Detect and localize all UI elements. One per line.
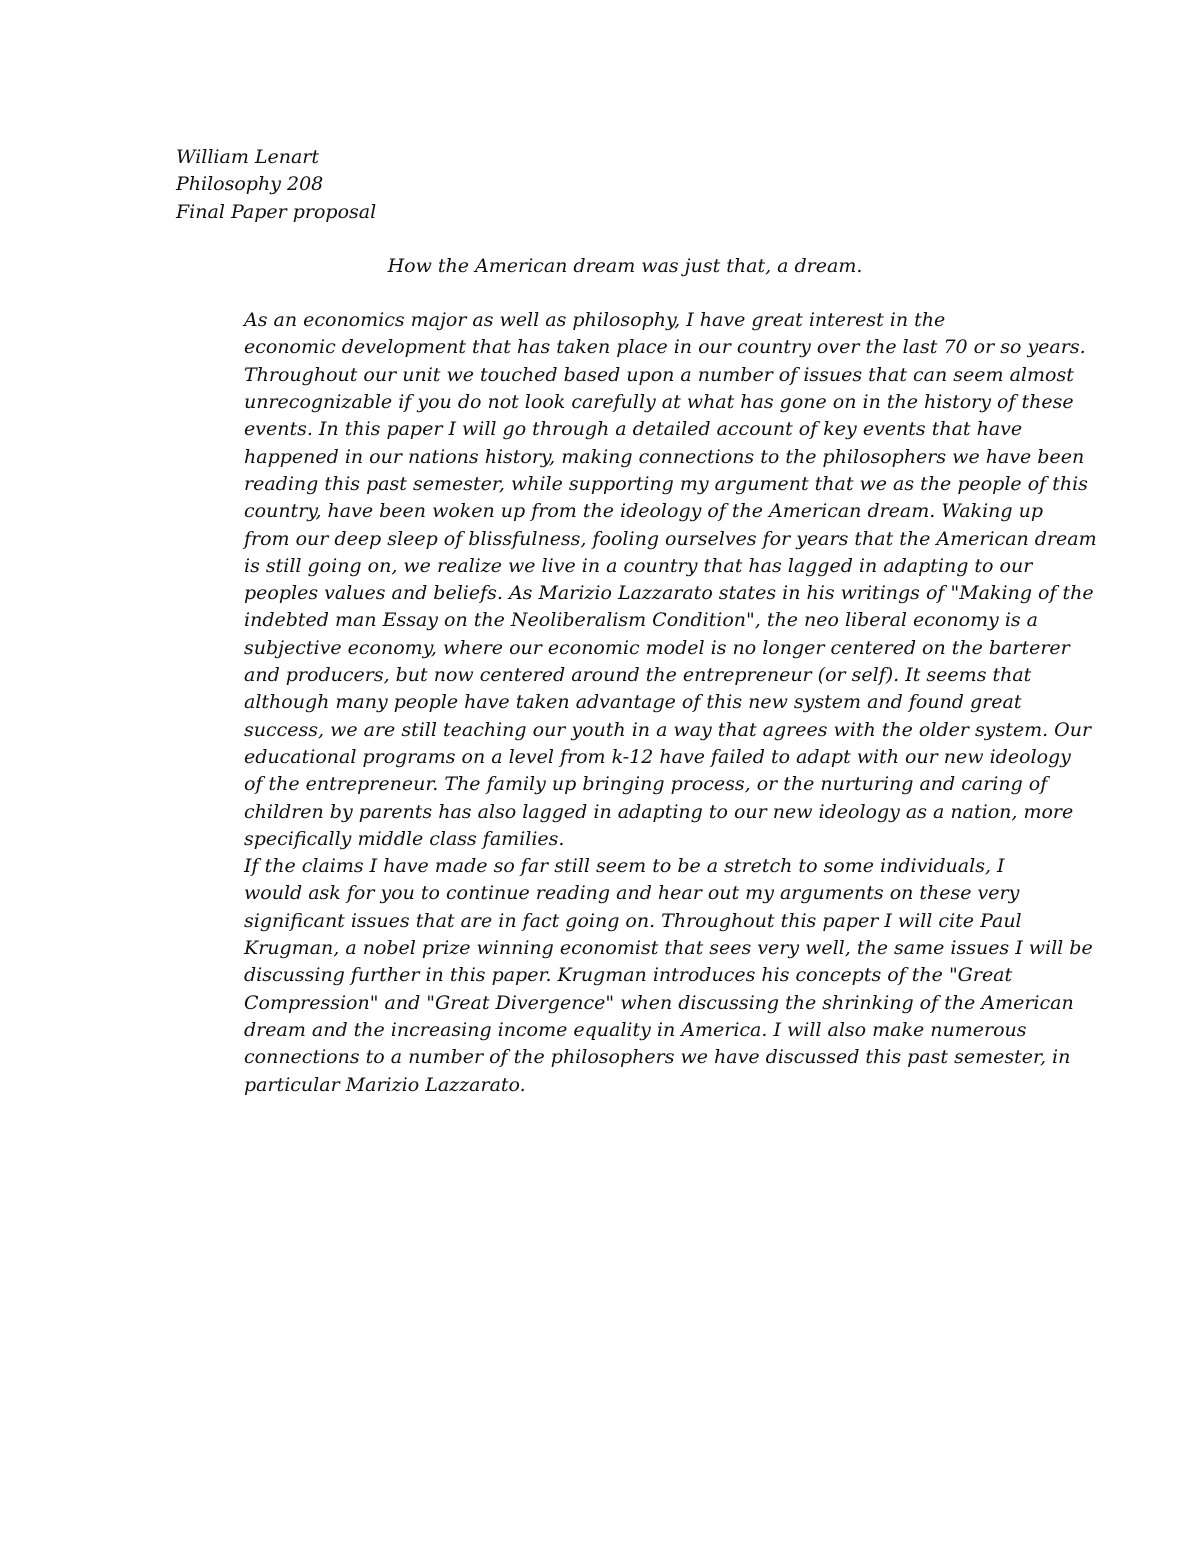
paragraph-line: Krugman, a nobel prize winning economist that sees very well, the same issues I will be — [244, 937, 1093, 960]
body-paragraph — [176, 853, 1093, 1099]
paragraph-line: subjective economy, where our economic model is no longer centered on the barterer — [244, 636, 1070, 659]
paragraph-line: and producers, but now centered around the entrepreneur (or self). It seems that — [244, 664, 1032, 687]
paragraph-line: reading this past semester, while supporting my argument that we as the people of this — [244, 472, 1088, 495]
paragraph-line: peoples values and beliefs. As Marizio Lazzarato states in his writings of "Making of the — [244, 582, 1094, 605]
paragraph-line: indebted man Essay on the Neoliberalism Condition", the neo liberal economy is a — [244, 609, 1039, 632]
paragraph-line: economic development that has taken place in our country over the last 70 or so years. — [244, 336, 1086, 359]
paragraph-line: success, we are still teaching our youth in a way that agrees with the older system. Our — [244, 718, 1092, 741]
course-name: Philosophy 208 — [176, 173, 324, 196]
paragraph-line: unrecognizable if you do not look carefully at what has gone on in the history of these — [244, 391, 1074, 414]
paragraph-line: of the entrepreneur. The family up bringing process, or the nurturing and caring of — [244, 773, 1048, 796]
paragraph-line: country, have been woken up from the ideology of the American dream. Waking up — [244, 500, 1043, 523]
paragraph-line: significant issues that are in fact going on. Throughout this paper I will cite Paul — [244, 909, 1022, 932]
paragraph-line: Throughout our unit we touched based upon a number of issues that can seem almost — [244, 363, 1074, 386]
paragraph-line: is still going on, we realize we live in a country that has lagged in adapting to our — [244, 554, 1033, 577]
body-paragraph — [176, 307, 1097, 853]
paragraph-line: happened in our nations history, making connections to the philosophers we have been — [244, 445, 1085, 468]
paragraph-line: children by parents has also lagged in adapting to our new ideology as a nation, more — [244, 800, 1074, 823]
paragraph-line: dream and the increasing income equality in America. I will also make numerous — [244, 1018, 1027, 1041]
paper-title: How the American dream was just that, a dream. — [387, 254, 863, 277]
header-block — [176, 144, 1036, 226]
paragraph-line: connections to a number of the philosophers we have discussed this past semester, in — [244, 1046, 1071, 1069]
paragraph-line: would ask for you to continue reading and hear out my arguments on these very — [244, 882, 1020, 905]
paragraph-line: specifically middle class families. — [244, 827, 565, 850]
paragraph-line: discussing further in this paper. Krugman introduces his concepts of the "Great — [244, 964, 1013, 987]
paragraph-line: Compression" and "Great Divergence" when discussing the shrinking of the American — [244, 991, 1074, 1014]
document-body — [176, 144, 1097, 1099]
assignment-name: Final Paper proposal — [176, 200, 377, 223]
paragraph-line: As an economics major as well as philosophy, I have great interest in the — [244, 309, 946, 332]
paragraph-line: educational programs on a level from k-12 have failed to adapt with our new ideology — [244, 745, 1071, 768]
author-name: William Lenart — [176, 146, 320, 168]
paragraphs — [176, 307, 1097, 1099]
paragraph-line: events. In this paper I will go through a detailed account of key events that have — [244, 418, 1023, 441]
paragraph-line: although many people have taken advantage of this new system and found great — [244, 691, 1022, 714]
paragraph-line: particular Marizio Lazzarato. — [244, 1073, 526, 1096]
paragraph-line: If the claims I have made so far still seem to be a stretch to some individuals, I — [244, 855, 1005, 878]
paragraph-line: from our deep sleep of blissfulness, fooling ourselves for years that the American dream — [244, 527, 1097, 550]
